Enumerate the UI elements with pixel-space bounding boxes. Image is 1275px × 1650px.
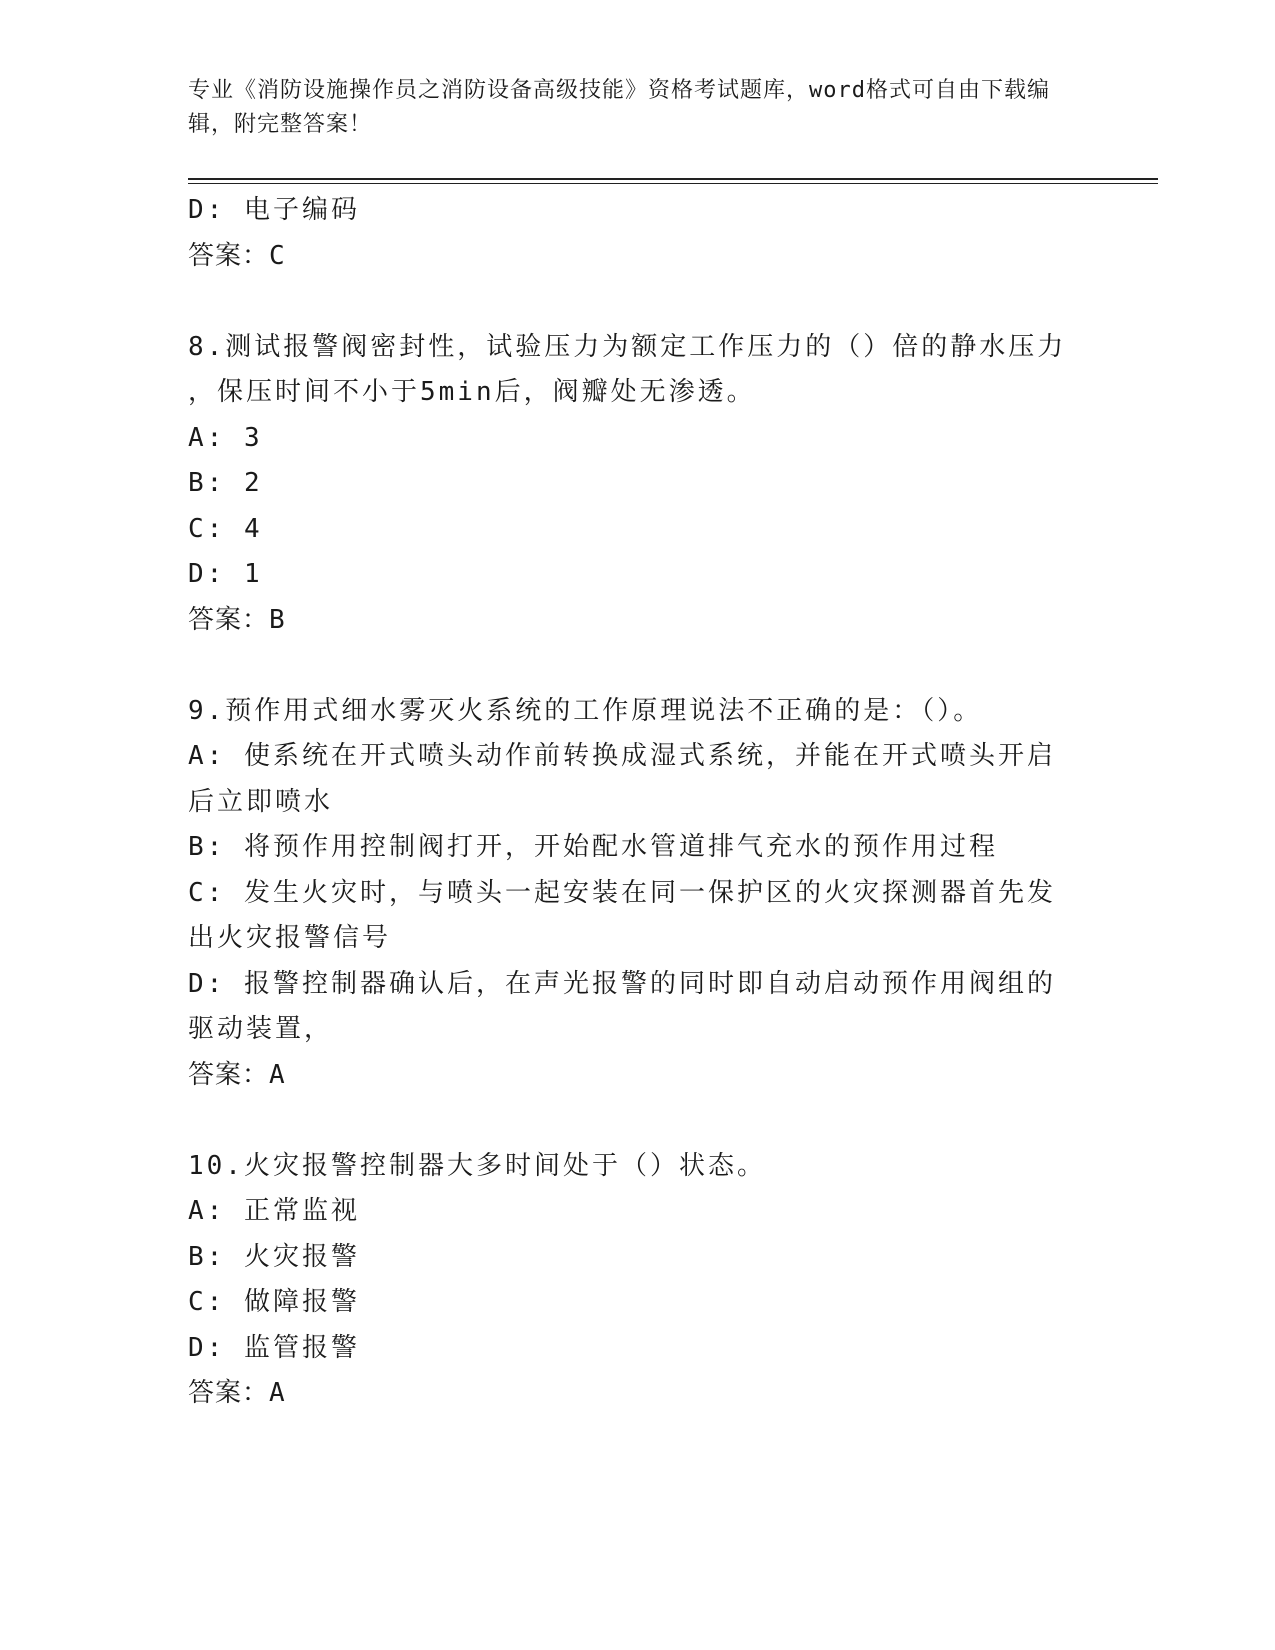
header-rule-thick: [188, 178, 1158, 180]
option-d: D: 监管报警: [188, 1332, 360, 1363]
option-b: B: 火灾报警: [188, 1241, 360, 1272]
option-d: D: 电子编码: [188, 195, 360, 225]
question-10: [188, 1144, 1088, 1417]
option-d: D: 报警控制器确认后，在声光报警的同时即自动启动预作用阀组的驱动装置，: [188, 968, 1056, 1044]
spacer: [188, 643, 1088, 689]
answer-line: 答案：B: [188, 604, 286, 635]
option-c: C: 做障报警: [188, 1287, 360, 1317]
question-content: [188, 188, 1088, 1417]
option-d: D: 1: [188, 559, 263, 589]
page-header: 专业《消防设施操作员之消防设备高级技能》资格考试题库，word格式可自由下载编辑，附完整答案！: [188, 78, 1050, 137]
option-a: A: 3: [188, 422, 263, 453]
question-stem-continued: ，保压时间不小于5min后，阀瓣处无渗透。: [188, 377, 756, 407]
answer-line: 答案：A: [188, 1378, 286, 1408]
option-b: B: 将预作用控制阀打开，开始配水管道排气充水的预作用过程: [188, 832, 998, 862]
question-8: [188, 325, 1088, 644]
question-stem: 10.火灾报警控制器大多时间处于（）状态。: [188, 1150, 766, 1181]
question-stem: 9.预作用式细水雾灭火系统的工作原理说法不正确的是：（）。: [188, 695, 983, 726]
spacer: [188, 279, 1088, 325]
option-b: B: 2: [188, 468, 263, 498]
question-9: [188, 689, 1088, 1099]
spacer: [188, 1098, 1088, 1144]
option-a: A: 使系统在开式喷头动作前转换成湿式系统，并能在开式喷头开启后立即喷水: [188, 741, 1056, 817]
header-rule-thin: [188, 183, 1158, 184]
question-stem: 8.测试报警阀密封性，试验压力为额定工作压力的（）倍的静水压力: [188, 331, 1067, 362]
option-c: C: 发生火灾时，与喷头一起安装在同一保护区的火灾探测器首先发出火灾报警信号: [188, 877, 1056, 953]
option-c: C: 4: [188, 513, 263, 544]
answer-line: 答案：A: [188, 1059, 286, 1090]
option-a: A: 正常监视: [188, 1196, 360, 1226]
answer-line: 答案：C: [188, 240, 286, 271]
